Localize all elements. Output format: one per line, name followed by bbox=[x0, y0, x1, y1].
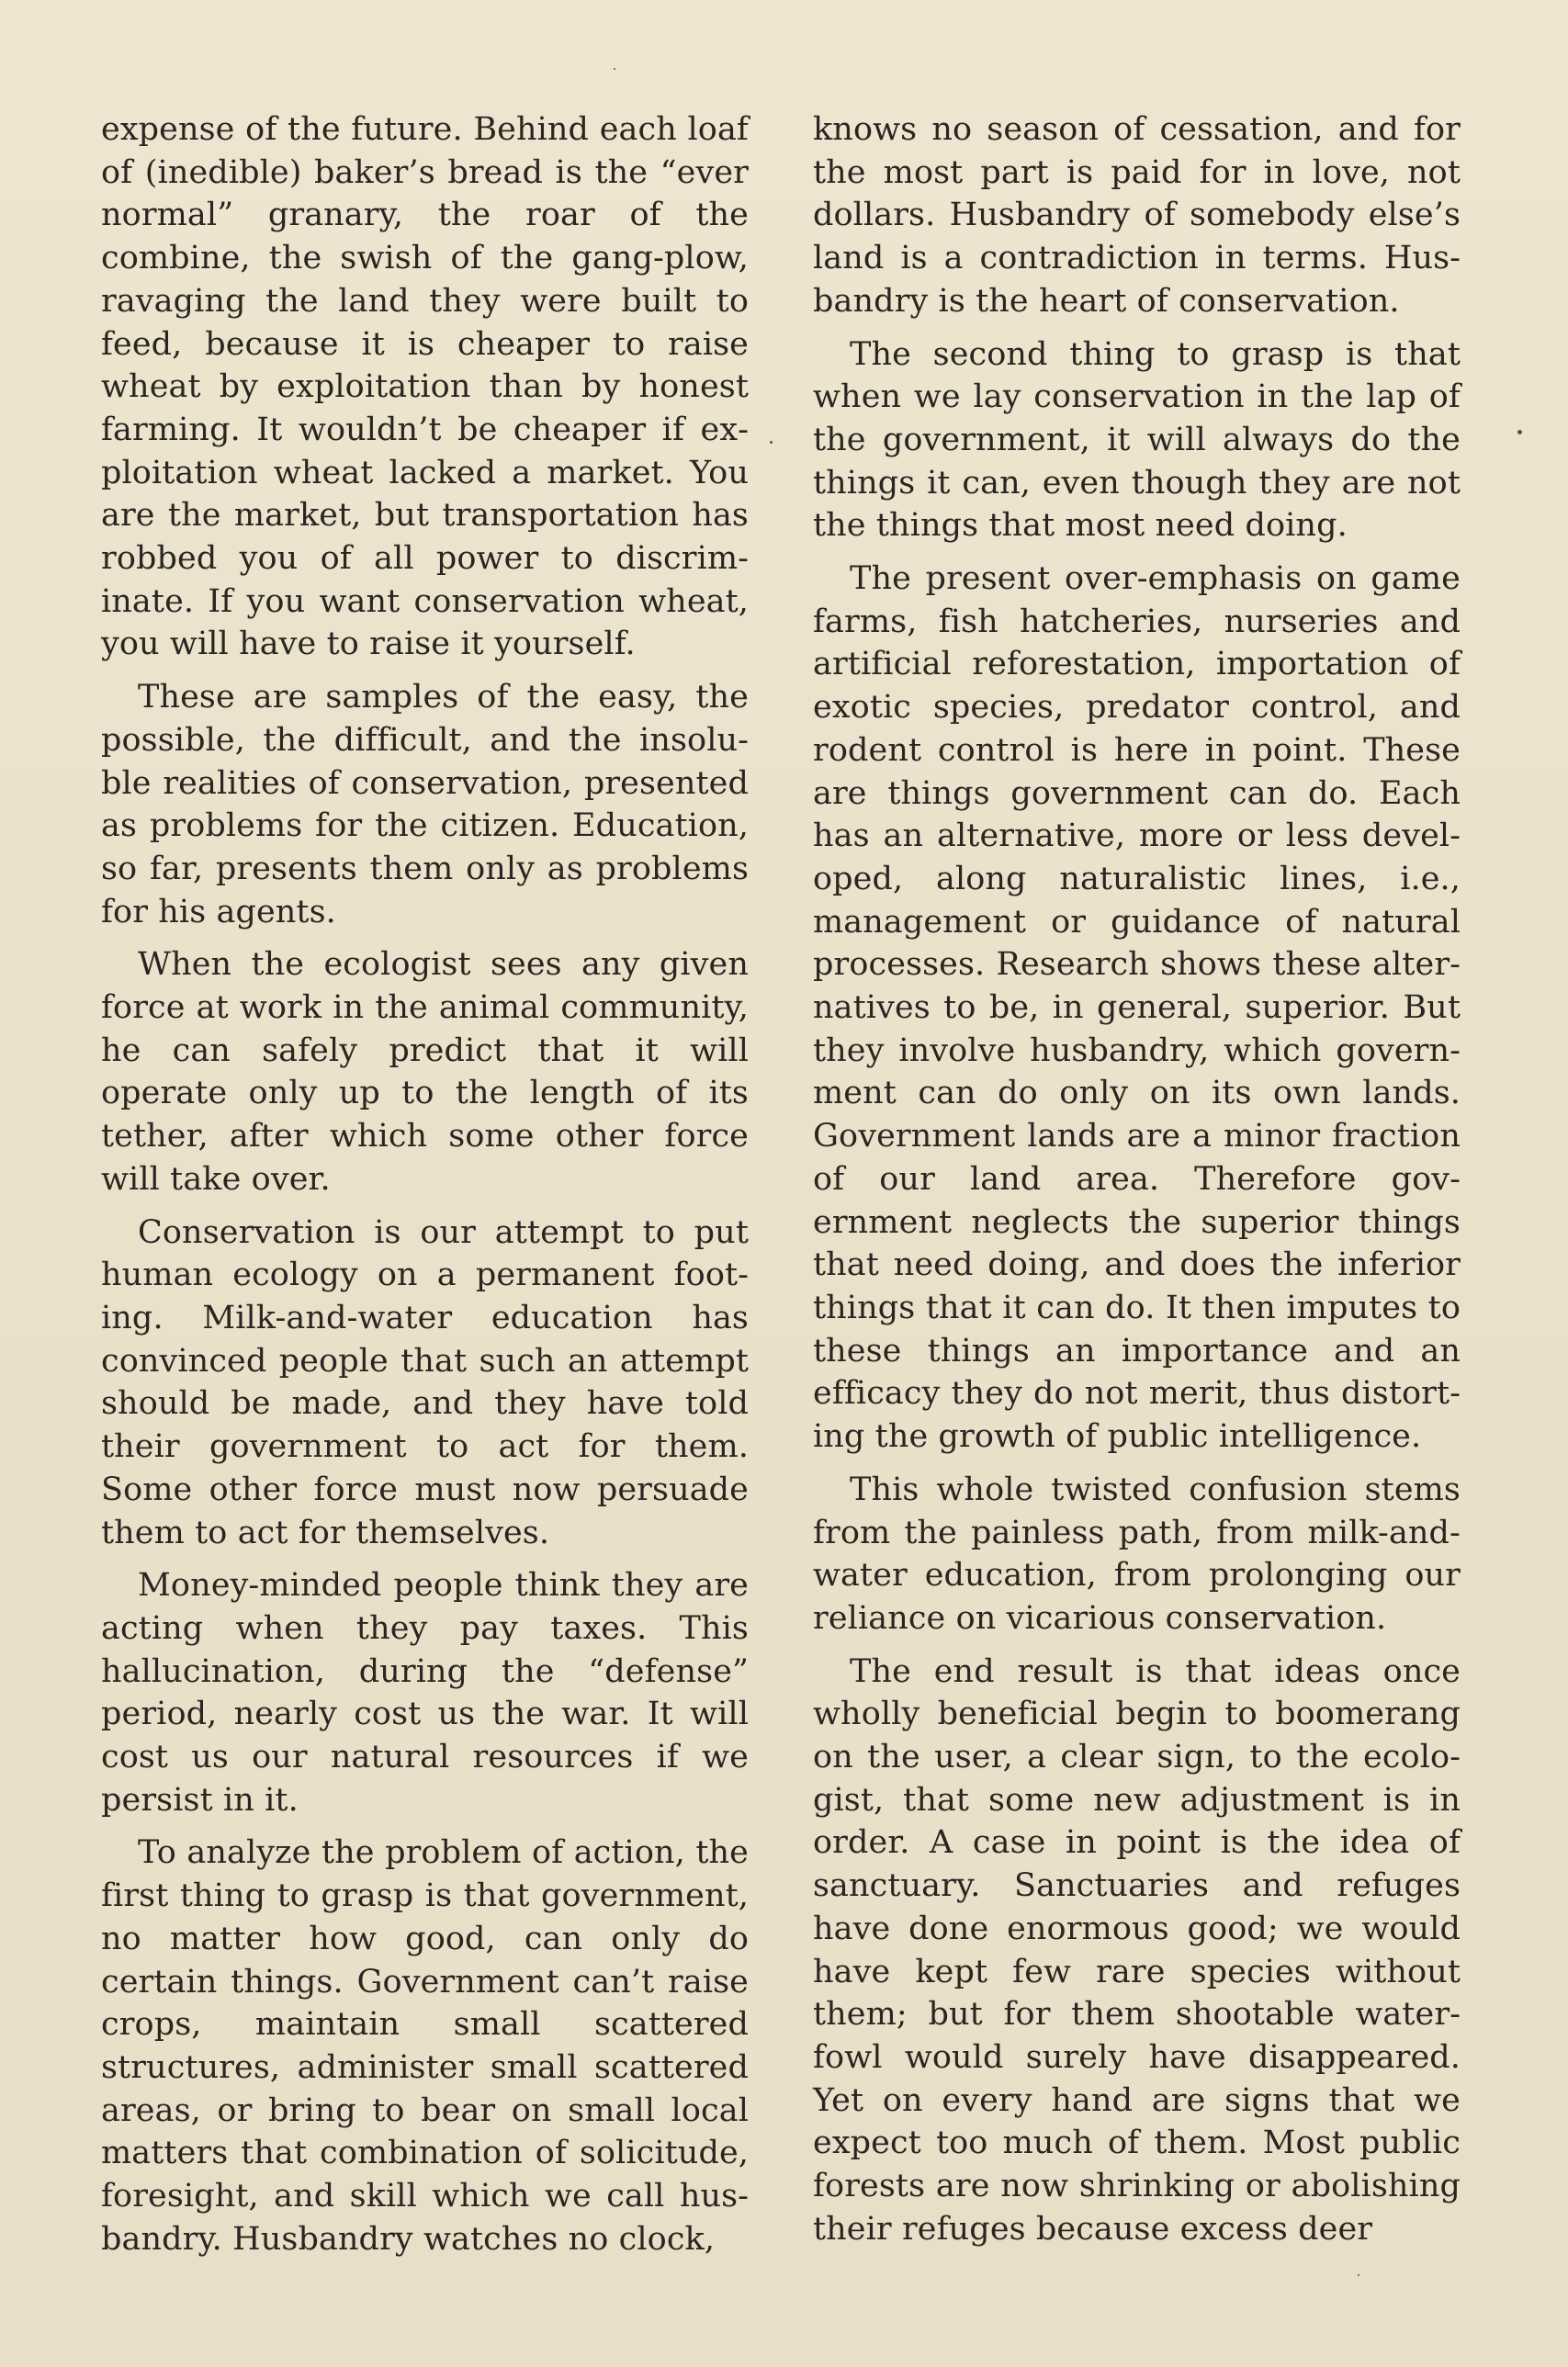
paragraph: To analyze the problem of action, the first thing to grasp is that government, no matter how good, can only do certain things. Government can’t raise crops, maintain small scattered structures, administer small scattered areas, or bring to bear on small local matters that combination of solicitude, foresight, and skill which we call husbandry. Husbandry watches no clock, bbox=[101, 1834, 749, 2258]
paragraph: Conservation is our attempt to put human ecology on a permanent footing. Milk-and-water education has convinced people that such an attempt should be made, and they have told their government to act for them. Some other force must now persuade them to act for themselves. bbox=[101, 1213, 749, 1551]
paragraph: When the ecologist sees any given force at work in the animal community, he can safely predict that it will operate only up to the length of its tether, after which some other force will take over. bbox=[101, 946, 749, 1198]
paragraph: The end result is that ideas once wholly beneficial begin to boomerang on the user, a clear sign, to the ecologist, that some new adjustment is in order. A case in point is the idea of sanctuary. Sanctuaries and refuges have done enormous good; we would have kept few rare species without them; but for them shootable waterfowl would surely have disappeared. Yet on every hand are signs that we expect too much of them. Most public forests are now shrinking or abolishing their refuges because excess deer bbox=[813, 1652, 1461, 2248]
paper-speck bbox=[770, 441, 773, 444]
paper-speck bbox=[1517, 430, 1522, 434]
paragraph: This whole twisted confusion stems from the painless path, from milk-and-water education, from prolonging our reliance on vicarious conservation. bbox=[813, 1471, 1461, 1637]
paper-speck bbox=[1358, 2274, 1359, 2276]
paragraph: knows no season of cessation, and for the most part is paid for in love, not dollars. Husbandry of somebody else’s land is a contradiction in terms. Husbandry is the heart of conservation. bbox=[813, 111, 1461, 320]
paragraph: expense of the future. Behind each loaf of (inedible) baker’s bread is the “ever normal” granary, the roar of the combine, the swish of the gang-plow, ravaging the land they were built to feed, because it is cheaper to raise wheat by exploitation than by honest farming. It wouldn’t be cheaper if exploitation wheat lacked a market. You are the market, but transportation has robbed you of all power to discriminate. If you want conservation wheat, you will have to raise it yourself. bbox=[101, 111, 749, 663]
left-column bbox=[101, 108, 749, 2271]
paragraph: The second thing to grasp is that when we lay conservation in the lap of the government, it will always do the things it can, even though they are not the things that most need doing. bbox=[813, 335, 1461, 545]
paragraph: The present over-emphasis on game farms, fish hatcheries, nurseries and artificial reforestation, importation of exotic species, predator control, and rodent control is here in point. These are things government can do. Each has an alternative, more or less developed, along naturalistic lines, i.e., management or guidance of natural processes. Research shows these alternatives to be, in general, superior. But they involve husbandry, which government can do only on its own lands. Government lands are a minor fraction of our land area. Therefore government neglects the superior things that need doing, and does the inferior things that it can do. It then imputes to these things an importance and an efficacy they do not merit, thus distorting the growth of public intelligence. bbox=[813, 560, 1461, 1456]
right-column bbox=[813, 108, 1461, 2260]
paper-speck bbox=[614, 68, 615, 70]
paragraph: Money-minded people think they are acting when they pay taxes. This hallucination, during the “defense” period, nearly cost us the war. It will cost us our natural resources if we persist in it. bbox=[101, 1567, 749, 1819]
paragraph: These are samples of the easy, the possible, the difficult, and the insoluble realities of conservation, presented as problems for the citizen. Education, so far, presents them only as problems for his agents. bbox=[101, 679, 749, 930]
